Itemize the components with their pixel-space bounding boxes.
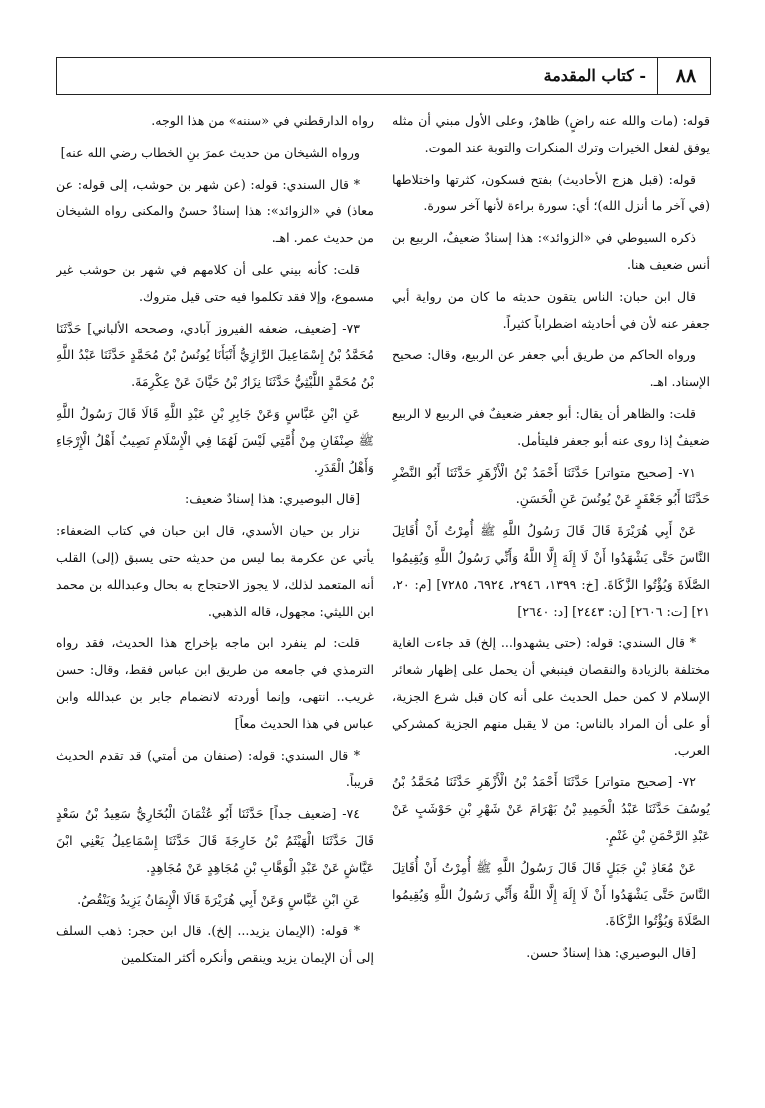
- hadith-text: عَنْ أَبِي هُرَيْرَةَ قَالَ قَالَ رَسُولُ اللَّهِ ﷺ أُمِرْتُ أَنْ أُقَاتِلَ النَّاسَ حَتَّى يَشْهَدُوا أَنْ لَا إِلَهَ إِلَّا اللَّهُ وَأَنِّي رَسُولُ اللَّهِ وَيُقِيمُوا الصَّلَاةَ وَيُؤْتُوا الزَّكَاةَ. [خ: ١٣٩٩، ٢٩٤٦، ٦٩٢٤، ٧٢٨٥] [م: ٢٠، ٢١] [ت: ٢٦٠٦] [ن: ٢٤٤٣] [د: ٢٦٤٠]: [392, 523, 710, 619]
- commentary-paragraph: * قال السندي: قوله: (عن شهر بن حوشب، إلى قوله: عن معاذ) في «الزوائد»: هذا إسنادٌ حسنٌ والمكنى رواه الشيخان من حديث عمر. اهـ.: [56, 176, 374, 246]
- hadith-chain: ٧١- [صحيح متواتر] حَدَّثَنَا أَحْمَدُ بْنُ الْأَزْهَرِ حَدَّثَنَا أَبُو النَّضْرِ حَدَّثَنَا أَبُو جَعْفَرٍ عَنْ يُونُسَ عَنِ الْحَسَنِ.: [392, 464, 710, 507]
- paragraph: [قال البوصيري: هذا إسنادٌ حسن.: [526, 945, 696, 961]
- paragraph: رواه الدارقطني في «سننه» من هذا الوجه.: [151, 113, 374, 128]
- hadith-text: عَنِ ابْنِ عَبَّاسٍ وَعَنْ أَبِي هُرَيْرَةَ قَالَا الْإِيمَانُ يَزِيدُ وَيَنْقُصُ.: [77, 891, 360, 907]
- right-text-column: [392, 108, 710, 1093]
- left-text-column: [56, 108, 374, 1093]
- page-header: [56, 57, 711, 95]
- commentary-paragraph: * قوله: (الإيمان يزيد... إلخ). قال ابن حجر: ذهب السلف إلى أن الإيمان يزيد وينقص وأنكره أكثر المتكلمين: [56, 923, 374, 966]
- paragraph: قوله: (مات والله عنه راضٍ) ظاهرٌ، وعلى الأول مبني أن مثله يوفق لفعل الخيرات وترك المنكرات والتوبة عند الموت.: [392, 113, 710, 155]
- paragraph: نزار بن حيان الأسدي، قال ابن حبان في كتاب الضعفاء: يأتي عن عكرمة بما ليس من حديثه حتى يسبق (إلى) القلب أنه المتعمد لذلك، لا يجوز الاحتجاج به بحال وعبدالله بن محمد ابن الليثي: مجهول، قاله الذهبي.: [56, 523, 374, 619]
- paragraph: قلت: كأنه بيني على أن كلامهم في شهر بن حوشب غير مسموع، وإلا فقد تكلموا فيه حتى قيل متروك.: [56, 261, 374, 304]
- paragraph: ذكره السيوطي في «الزوائد»: هذا إسنادٌ ضعيفٌ، الربيع بن أنس ضعيف هنا.: [392, 230, 710, 272]
- hadith-text: عَنْ مُعَاذِ بْنِ جَبَلٍ قَالَ قَالَ رَسُولُ اللَّهِ ﷺ أُمِرْتُ أَنْ أُقَاتِلَ النَّاسَ حَتَّى يَشْهَدُوا أَنْ لَا إِلَهَ إِلَّا اللَّهُ وَأَنِّي رَسُولُ اللَّهِ وَيُقِيمُوا الصَّلَاةَ وَيُؤْتُوا الزَّكَاةَ.: [392, 859, 710, 929]
- hadith-text: عَنِ ابْنِ عَبَّاسٍ وَعَنْ جَابِرِ بْنِ عَبْدِ اللَّهِ قَالَا قَالَ رَسُولُ اللَّهِ ﷺ صِنْفَانِ مِنْ أُمَّتِي لَيْسَ لَهُمَا فِي الْإِسْلَامِ نَصِيبٌ أَهْلُ الْإِرْجَاءِ وَأَهْلُ الْقَدَرِ.: [56, 405, 374, 475]
- page-number: ٨٨: [675, 65, 697, 87]
- commentary-paragraph: * قال السندي: قوله: (صنفان من أمتي) قد تقدم الحديث قريباً.: [56, 747, 374, 790]
- paragraph: قلت: لم ينفرد ابن ماجه بإخراج هذا الحديث، فقد رواه الترمذي في جامعه من طريق ابن عباس فقط، وقال: حسن غريب.. انتهى، وإنما أوردته لانضمام جابر بن عبدالله وابن عباس في هذا الحديث معاً]: [56, 635, 374, 731]
- paragraph: [قال البوصيري: هذا إسنادٌ ضعيف:: [184, 491, 360, 507]
- paragraph: قال ابن حبان: الناس يتقون حديثه ما كان من رواية أبي جعفر عنه لأن في أحاديثه اضطراباً كثيراً.: [392, 288, 710, 331]
- hadith-chain: ٧٣- [ضعيف، ضعفه الفيروز آبادي، وصححه الألباني] حَدَّثَنَا مُحَمَّدُ بْنُ إِسْمَاعِيلَ الرَّازِيُّ أَنْبَأَنَا يُونُسُ بْنُ مُحَمَّدٍ حَدَّثَنَا عَبْدُ اللَّهِ بْنُ مُحَمَّدٍ اللَّيْثِيُّ حَدَّثَنَا نِزَارُ بْنُ حَيَّانَ عَنْ عِكْرِمَةَ.: [56, 320, 374, 390]
- header-divider: [657, 58, 658, 94]
- hadith-chain: ٧٤- [ضعيف جداً] حَدَّثَنَا أَبُو عُثْمَانَ الْبُخَارِيُّ سَعِيدُ بْنُ سَعْدٍ قَالَ حَدَّثَنَا الْهَيْثَمُ بْنُ خَارِجَةَ قَالَ حَدَّثَنَا إِسْمَاعِيلُ يَعْنِي ابْنَ عَيَّاشٍ عَنْ عَبْدِ الْوَهَّابِ بْنِ مُجَاهِدٍ عَنْ مُجَاهِدٍ.: [56, 806, 374, 875]
- book-title: - كتاب المقدمة: [543, 66, 646, 85]
- paragraph: قوله: (قبل هزج الأحاديث) بفتح فسكون، كثرتها واختلاطها (في آخر ما أنزل الله)؛ أي: سورة براءة لأنها آخر سورة.: [392, 171, 710, 214]
- paragraph: ورواه الحاكم من طريق أبي جعفر عن الربيع، وقال: صحيح الإسناد. اهـ.: [392, 347, 710, 390]
- hadith-chain: ٧٢- [صحيح متواتر] حَدَّثَنَا أَحْمَدُ بْنُ الْأَزْهَرِ حَدَّثَنَا مُحَمَّدُ بْنُ يُوسُفَ حَدَّثَنَا عَبْدُ الْحَمِيدِ بْنُ بَهْرَامَ عَنْ شَهْرِ بْنِ حَوْشَبٍ عَنْ عَبْدِ الرَّحْمَنِ بْنِ غَنْمٍ.: [392, 774, 710, 843]
- commentary-paragraph: * قال السندي: قوله: (حتى يشهدوا... إلخ) قد جاءت الغاية مختلفة بالزيادة والنقصان فينبغي أن يحمل على إظهار شعائر الإسلام لا كمن حمل الحديث على أنه كان قبل شرع الجزية، أو على أن المراد بالناس: من لا يقبل منهم الجزية كمشركي العرب.: [392, 635, 710, 758]
- paragraph: قلت: والظاهر أن يقال: أبو جعفر ضعيفٌ في الربيع لا الربيع ضعيفٌ إذا روى عنه أبو جعفر فليتأمل.: [392, 405, 710, 448]
- paragraph: ورواه الشيخان من حديث عمرَ بنِ الخطاب رضي الله عنه]: [60, 144, 360, 160]
